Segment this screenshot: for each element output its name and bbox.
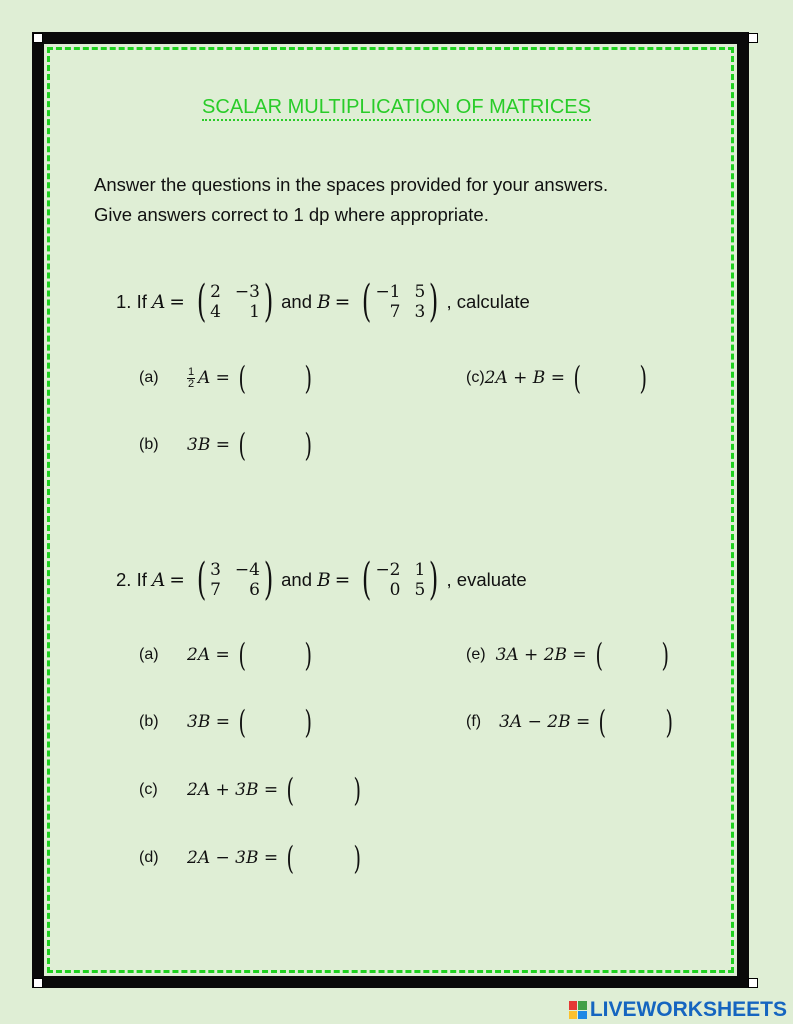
logo-text: LIVEWORKSHEETS: [589, 998, 787, 1021]
part-label: (a): [139, 646, 159, 663]
matrix-cell: −1: [375, 282, 401, 302]
if-word: If: [136, 569, 147, 590]
answer-input[interactable]: ( ): [595, 636, 670, 674]
matrix-a: ( 3 −4 7 6 ): [196, 554, 274, 605]
matrix-a: ( 2 −3 4 1 ): [196, 276, 274, 327]
matrix-cell: 0: [389, 580, 401, 600]
matrix-b-name: B: [317, 291, 331, 313]
worksheet-title: SCALAR MULTIPLICATION OF MATRICES: [0, 96, 793, 119]
matrix-cell: 3: [210, 560, 221, 580]
q2-part-d: [139, 838, 363, 878]
matrix-cell: 1: [414, 560, 426, 580]
q1-part-a: [139, 358, 315, 398]
answer-input[interactable]: ( ): [598, 703, 673, 741]
part-label: (c): [466, 369, 485, 386]
corner-ornament: [748, 33, 758, 43]
instruction-line: Answer the questions in the spaces provided for your answers.: [94, 174, 609, 195]
instruction-line: Give answers correct to 1 dp where appropriate.: [94, 204, 489, 225]
equals-sign: =: [169, 291, 185, 313]
question-number: 2.: [116, 569, 132, 590]
matrix-cell: 7: [210, 580, 221, 600]
equals-sign: =: [334, 291, 351, 313]
matrix-a-name: A: [152, 569, 166, 591]
matrix-cell: −3: [234, 282, 260, 302]
q1-part-c: [466, 358, 650, 398]
q1-part-b: [139, 425, 315, 465]
matrix-b-name: B: [317, 569, 331, 591]
part-label: (f): [466, 713, 482, 730]
part-label: (b): [139, 436, 159, 453]
liveworksheets-logo: [569, 998, 787, 1022]
matrix-b: ( −2 1 0 5 ): [362, 554, 439, 605]
question-2: [116, 554, 527, 605]
q2-part-e: [466, 635, 672, 675]
q2-part-b: [139, 702, 315, 742]
part-expression: 3A + 2B =: [495, 645, 587, 665]
part-expression: 3B =: [187, 712, 230, 732]
part-label: (d): [139, 849, 159, 866]
equals-sign: =: [169, 569, 185, 591]
matrix-cell: 5: [414, 282, 426, 302]
corner-ornament: [33, 33, 43, 43]
part-label: (b): [139, 713, 159, 730]
part-expression: 2A + 3B =: [187, 780, 279, 800]
answer-input[interactable]: ( ): [238, 703, 313, 741]
answer-input[interactable]: ( ): [238, 359, 313, 397]
matrix-cell: 1: [249, 302, 260, 322]
part-label: (c): [139, 781, 158, 798]
matrix-b: ( −1 5 7 3 ): [362, 276, 439, 327]
matrix-cell: 4: [210, 302, 221, 322]
liveworksheets-logo-icon: [569, 1001, 587, 1019]
answer-input[interactable]: ( ): [573, 359, 648, 397]
corner-ornament: [748, 978, 758, 988]
answer-input[interactable]: ( ): [238, 636, 313, 674]
matrix-cell: −2: [375, 560, 401, 580]
matrix-cell: 7: [389, 302, 401, 322]
part-expression: 2A − 3B =: [187, 848, 279, 868]
question-1: [116, 276, 530, 327]
fraction-half: [187, 367, 195, 390]
part-expression: 2A + B =: [484, 368, 565, 388]
part-expression: 2A =: [187, 645, 230, 665]
q2-part-c: [139, 770, 363, 810]
matrix-cell: 5: [414, 580, 426, 600]
matrix-cell: 2: [210, 282, 221, 302]
q2-part-f: [466, 702, 675, 742]
answer-input[interactable]: ( ): [238, 426, 313, 464]
answer-input[interactable]: ( ): [286, 771, 361, 809]
part-expression: A =: [198, 368, 230, 388]
and-word: and: [281, 569, 312, 590]
q2-part-a: [139, 635, 315, 675]
fraction-numerator: 1: [187, 365, 195, 378]
part-expression: 3B =: [187, 435, 230, 455]
question-instruction: , calculate: [446, 291, 530, 312]
part-label: (a): [139, 369, 159, 386]
equals-sign: =: [334, 569, 351, 591]
instructions: [94, 170, 734, 230]
answer-input[interactable]: ( ): [286, 839, 361, 877]
matrix-cell: −4: [234, 560, 260, 580]
fraction-denominator: 2: [187, 377, 195, 390]
and-word: and: [281, 291, 312, 312]
matrix-cell: 6: [249, 580, 260, 600]
matrix-cell: 3: [414, 302, 426, 322]
if-word: If: [136, 291, 147, 312]
part-expression: 3A − 2B =: [499, 712, 591, 732]
question-number: 1.: [116, 291, 132, 312]
part-label: (e): [466, 646, 486, 663]
corner-ornament: [33, 978, 43, 988]
matrix-a-name: A: [152, 291, 166, 313]
question-instruction: , evaluate: [446, 569, 527, 590]
